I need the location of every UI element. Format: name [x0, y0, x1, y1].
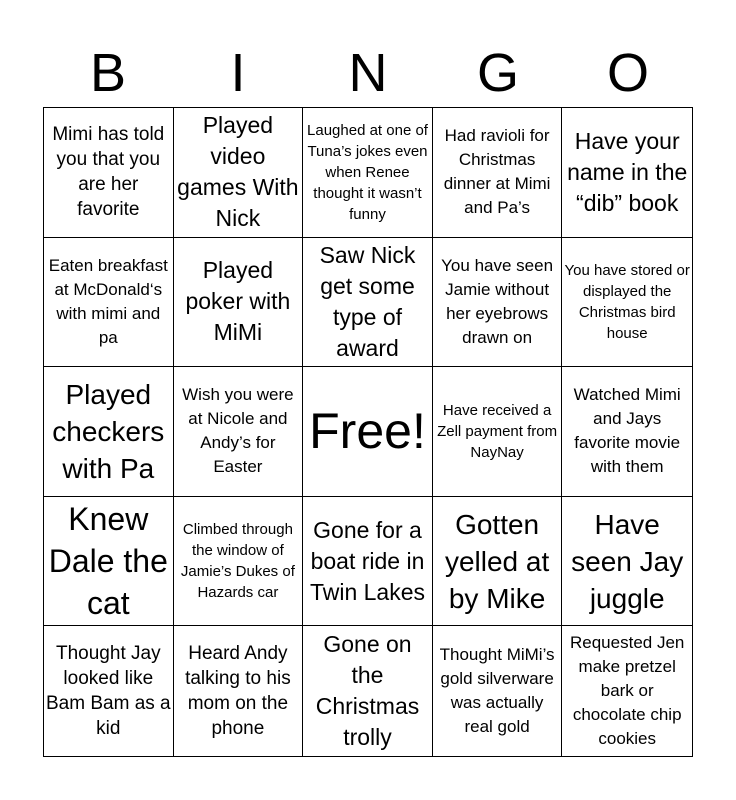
- cell-text: Gone on the Christmas trolly: [315, 631, 420, 751]
- cell-text: Laughed at one of Tuna’s jokes even when Renee thought it wasn’t funny: [307, 121, 428, 223]
- bingo-cell-r4-c5[interactable]: [562, 497, 692, 627]
- bingo-cell-r1-c3[interactable]: [303, 108, 433, 238]
- header-letter-i: I: [230, 43, 246, 103]
- cell-text: Heard Andy talking to his mom on the phone: [185, 643, 291, 740]
- cell-text: Played video games With Nick: [177, 112, 299, 232]
- cell-text: Thought Jay looked like Bam Bam as a kid: [46, 643, 171, 740]
- bingo-cell-r3-c1[interactable]: [44, 367, 174, 497]
- bingo-cell-r3-c4[interactable]: [433, 367, 563, 497]
- bingo-cell-r4-c1[interactable]: [44, 497, 174, 627]
- bingo-cell-r4-c2[interactable]: [174, 497, 304, 627]
- bingo-cell-r2-c2[interactable]: [174, 238, 304, 368]
- bingo-cell-r5-c2[interactable]: [174, 626, 304, 756]
- bingo-cell-r5-c3[interactable]: [303, 626, 433, 756]
- bingo-cell-r2-c5[interactable]: [562, 238, 692, 368]
- cell-text: Played poker with MiMi: [185, 257, 291, 346]
- bingo-cell-r1-c1[interactable]: [44, 108, 174, 238]
- bingo-cell-r1-c5[interactable]: [562, 108, 692, 238]
- cell-text: Had ravioli for Christmas dinner at Mimi and Pa’s: [443, 126, 551, 218]
- bingo-header: [43, 40, 693, 106]
- cell-text: Thought MiMi’s gold silverware was actually real gold: [439, 645, 555, 737]
- header-letter-g: G: [476, 43, 519, 103]
- cell-text: Saw Nick get some type of award: [319, 241, 416, 361]
- bingo-cell-r3-c5[interactable]: [562, 367, 692, 497]
- bingo-cell-r5-c1[interactable]: [44, 626, 174, 756]
- cell-text: Eaten breakfast at McDonald‘s with mimi and pa: [48, 255, 168, 347]
- cell-text: Played checkers with Pa: [52, 378, 165, 484]
- header-letter-o: O: [606, 43, 649, 103]
- bingo-cell-r3-c2[interactable]: [174, 367, 304, 497]
- cell-text: Have received a Zell payment from NayNay: [437, 401, 558, 461]
- header-letter-n: N: [348, 43, 388, 103]
- bingo-cell-r4-c3[interactable]: [303, 497, 433, 627]
- cell-text: Climbed through the window of Jamie’s Dukes of Hazards car: [180, 521, 295, 602]
- cell-text: Have your name in the “dib” book: [567, 127, 688, 216]
- bingo-cell-r4-c4[interactable]: [433, 497, 563, 627]
- cell-text: Knew Dale the cat: [48, 501, 168, 622]
- cell-text: Have seen Jay juggle: [571, 508, 684, 614]
- bingo-cell-r1-c2[interactable]: [174, 108, 304, 238]
- bingo-cell-free[interactable]: [303, 367, 433, 497]
- header-letter-b: B: [89, 43, 127, 103]
- cell-text: Wish you were at Nicole and Andy’s for Easter: [182, 385, 294, 477]
- bingo-cell-r2-c1[interactable]: [44, 238, 174, 368]
- cell-text: Requested Jen make pretzel bark or chocolate chip cookies: [570, 633, 685, 749]
- bingo-cell-r1-c4[interactable]: [433, 108, 563, 238]
- cell-text: Watched Mimi and Jays favorite movie with them: [573, 385, 681, 477]
- bingo-card-grid: [43, 107, 693, 757]
- cell-text: You have seen Jamie without her eyebrows drawn on: [441, 255, 554, 347]
- cell-text: Free!: [309, 403, 426, 460]
- cell-text: Gotten yelled at by Mike: [444, 508, 550, 614]
- cell-text: You have stored or displayed the Christmas bird house: [564, 261, 690, 342]
- bingo-cell-r2-c4[interactable]: [433, 238, 563, 368]
- bingo-cell-r2-c3[interactable]: [303, 238, 433, 368]
- bingo-cell-r5-c5[interactable]: [562, 626, 692, 756]
- bingo-cell-r5-c4[interactable]: [433, 626, 563, 756]
- cell-text: Gone for a boat ride in Twin Lakes: [309, 516, 426, 605]
- cell-text: Mimi has told you that you are her favorite: [52, 124, 165, 221]
